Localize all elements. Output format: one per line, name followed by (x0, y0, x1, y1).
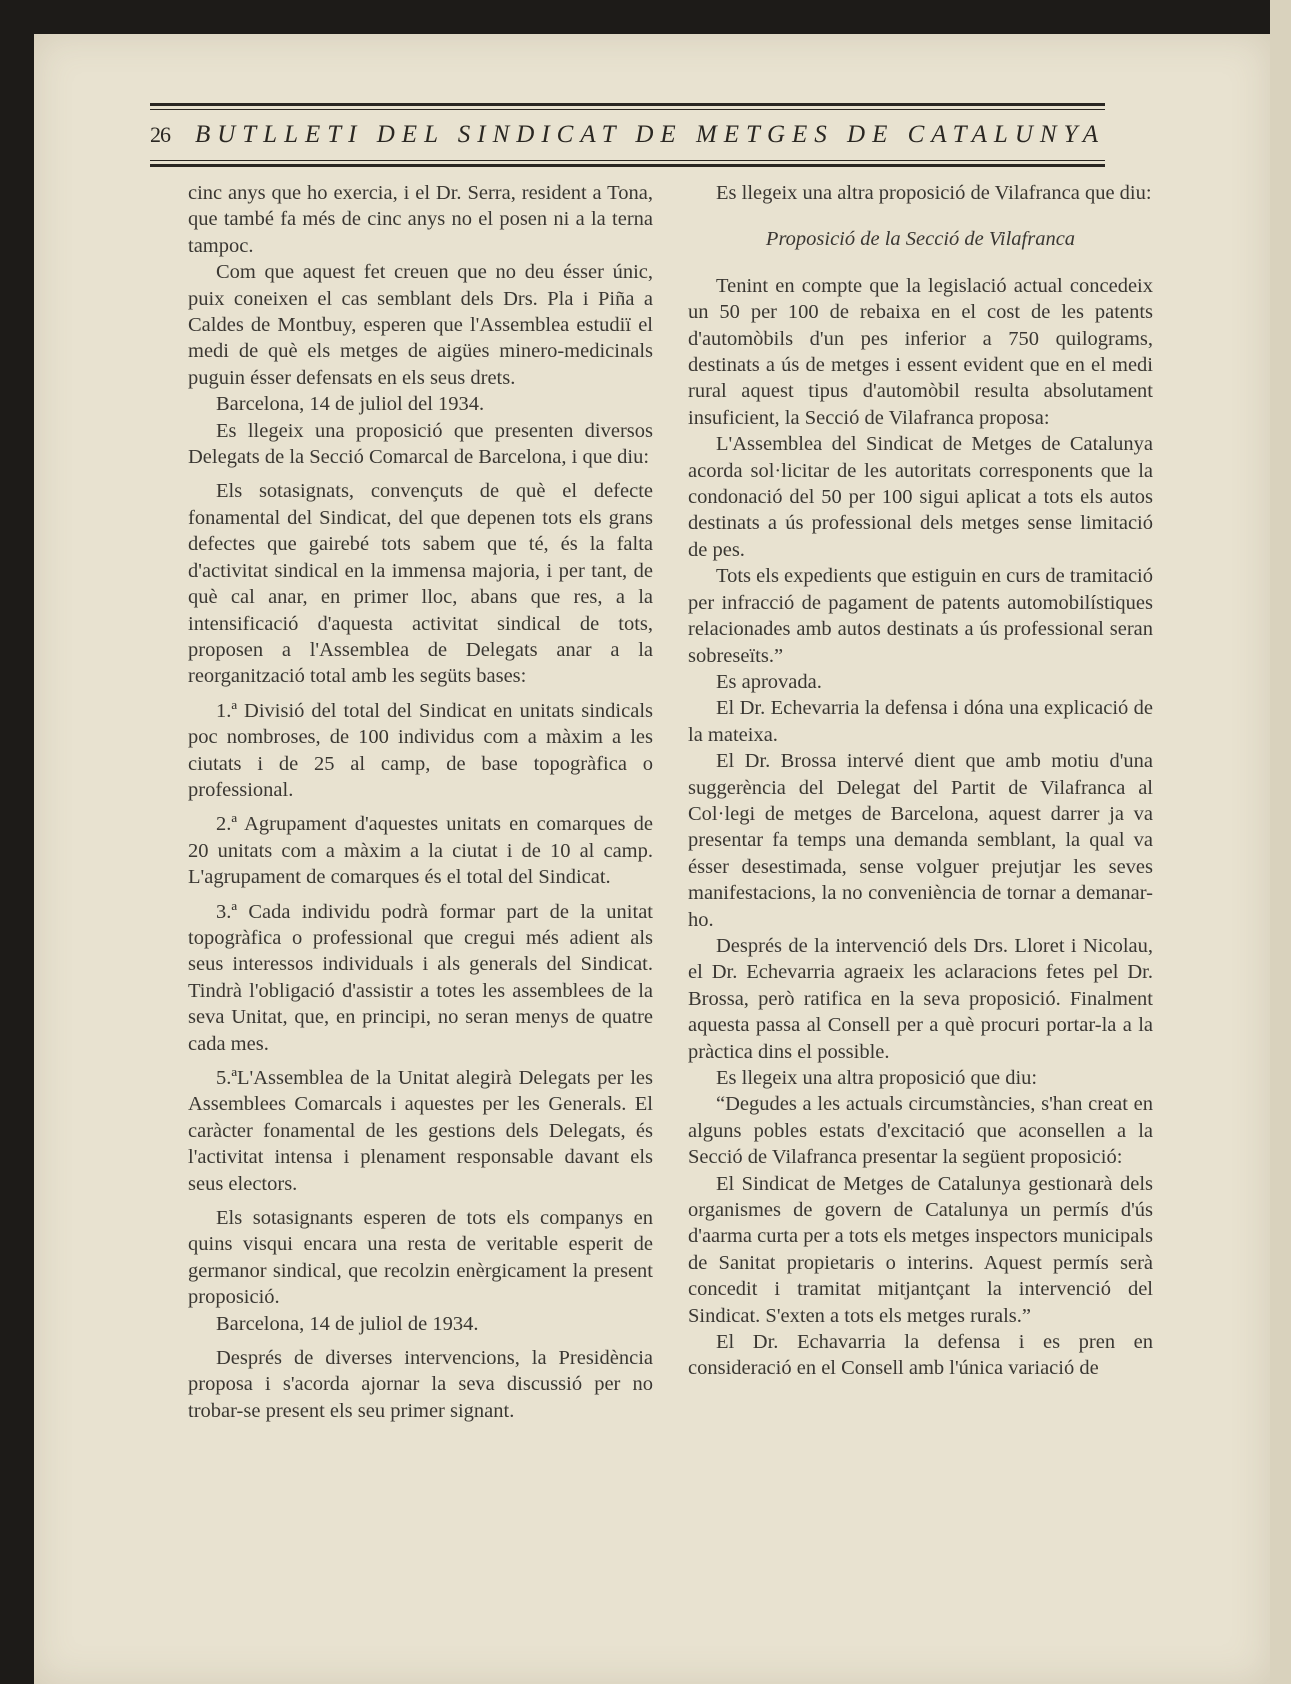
paragraph: Es aprovada. (716, 670, 822, 693)
header-rule-top (150, 103, 1105, 106)
header-rule-top-thin (150, 109, 1105, 110)
paragraph: L'Assemblea del Sindicat de Metges de Catalunya acorda sol·licitar de les autoritats corresponents que la condonació del 50 per 100 sigui aplicat a tots els autos destinats a ús professional dels metges sense limitació de pes. (688, 433, 1153, 561)
paragraph: Com que aquest fet creuen que no deu ésser únic, puix coneixen el cas semblant dels Drs. Pla i Piña a Caldes de Montbuy, esperen que l'Assemblea estudiï el medi de què els metges de aigües minero-medicinals puguin ésser defensats en els seus drets. (188, 261, 653, 389)
left-column (188, 180, 653, 1424)
paragraph: 2.ª Agrupament d'aquestes unitats en comarques de 20 unitats com a màxim a la ciutat i de 10 al camp. L'agrupament de comarques és el total del Sindicat. (188, 813, 653, 889)
paragraph: “Degudes a les actuals circumstàncies, s'han creat en alguns pobles estats d'excitació que aconsellen a la Secció de Vilafranca presentar la següent proposició: (688, 1093, 1153, 1169)
paragraph: Es llegeix una proposició que presenten diversos Delegats de la Secció Comarcal de Barcelona, i que diu: (188, 419, 653, 469)
paragraph: El Dr. Echevarria la defensa i dóna una explicació de la mateixa. (688, 697, 1153, 746)
paragraph: El Sindicat de Metges de Catalunya gestionarà dels organismes de govern de Catalunya un permís d'ús d'aarma curta per a tots els metges inspectors municipals de Sanitat propietaris o interins. Aquest permís serà concedit i tramitat mitjantçant la intervenció del Sindicat. S'exten a tots els metges rurals.” (688, 1172, 1153, 1327)
header-row (150, 115, 1105, 155)
paragraph: 3.ª Cada individu podrà formar part de la unitat topogràfica o professional que cregui més adient als seus interessos individuals i als generals del Sindicat. Tindrà l'obligació d'assistir a totes les assemblees de la seva Unitat, que, en principi, no seran menys de quatre cada mes. (188, 900, 653, 1055)
paragraph: El Dr. Brossa intervé dient que amb motiu d'una suggerència del Delegat del Partit de Vilafranca al Col·legi de metges de Barcelona, aquest darrer ja va presentar fa temps una demanda semblant, la qual va ésser desestimada, sense volguer prejutjar les seves manifestacions, la no conveniència de tornar a demanar-ho. (688, 750, 1153, 931)
paragraph: 5.ªL'Assemblea de la Unitat alegirà Delegats per les Assemblees Comarcals i aquestes per les Generals. El caràcter fonamental de les gestions dels Delegats, és l'activitat intensa i plenament responsable davant els seus electors. (188, 1067, 653, 1195)
paragraph: Després de diverses intervencions, la Presidència proposa i s'acorda ajornar la seva discussió per no trobar-se present els seu primer signant. (188, 1347, 653, 1422)
paragraph: Després de la intervenció dels Drs. Lloret i Nicolau, el Dr. Echevarria agraeix les aclaracions fetes pel Dr. Brossa, però ratifica en la seva proposició. Finalment aquesta passa al Consell per a què procuri portar-la a la pràctica dins el possible. (688, 934, 1153, 1063)
adjacent-page-edge (1270, 0, 1291, 1684)
paragraph: Es llegeix una altra proposició que diu: (716, 1067, 1038, 1089)
paragraph: Barcelona, 14 de juliol del 1934. (216, 393, 485, 416)
page-number: 26 (150, 122, 170, 147)
journal-title: BUTLLETI DEL SINDICAT DE METGES DE CATALUNYA (194, 121, 1105, 148)
paragraph: cinc anys que ho exercia, i el Dr. Serra, resident a Tona, que també fa més de cinc anys no el posen ni a la terna tampoc. (188, 182, 653, 257)
paragraph: Tenint en compte que la legislació actual concedeix un 50 per 100 de rebaixa en el cost de les patents d'automòbils d'un pes inferior a 750 quilograms, destinats a ús de metges i essent evident que en el medi rural aquest tipus d'automòbil resulta absolutament insuficient, la Secció de Vilafranca proposa: (688, 274, 1153, 429)
section-heading: Proposició de la Secció de Vilafranca (765, 228, 1076, 251)
paragraph: 1.ª Divisió del total del Sindicat en unitats sindicals poc nombroses, de 100 individus com a màxim a les ciutats i de 25 al camp, de base topogràfica o professional. (188, 699, 653, 801)
right-column (688, 180, 1153, 1382)
paragraph: El Dr. Echavarria la defensa i es pren en consideració en el Consell amb l'única variació de (688, 1331, 1153, 1380)
paragraph: Els sotasignats, convençuts de què el defecte fonamental del Sindicat, del que depenen tots els grans defectes que gairebé tots sabem que té, és la falta d'activitat sindical en la immensa majoria, i per tant, de què cal anar, en primer lloc, abans que res, a la intensificació d'aquesta activitat sindical de tots, proposen a l'Assemblea de Delegats anar a la reorganització total amb les següts bases: (188, 480, 653, 688)
paragraph: Els sotasignants esperen de tots els companys en quins visqui encara una resta de veritable esperit de germanor sindical, que recolzin enèrgicament la present proposició. (188, 1207, 653, 1309)
paragraph: Tots els expedients que estiguin en curs de tramitació per infracció de pagament de patents automobilístiques relacionades amb autos destinats a ús professional seran sobreseïts.” (688, 565, 1153, 667)
paragraph: Es llegeix una altra proposició de Vilafranca que diu: (716, 182, 1152, 204)
header-rule-bottom (150, 164, 1105, 167)
paragraph: Barcelona, 14 de juliol de 1934. (216, 1312, 479, 1335)
header-rule-bottom-thin (150, 160, 1105, 161)
running-header (150, 103, 1105, 169)
